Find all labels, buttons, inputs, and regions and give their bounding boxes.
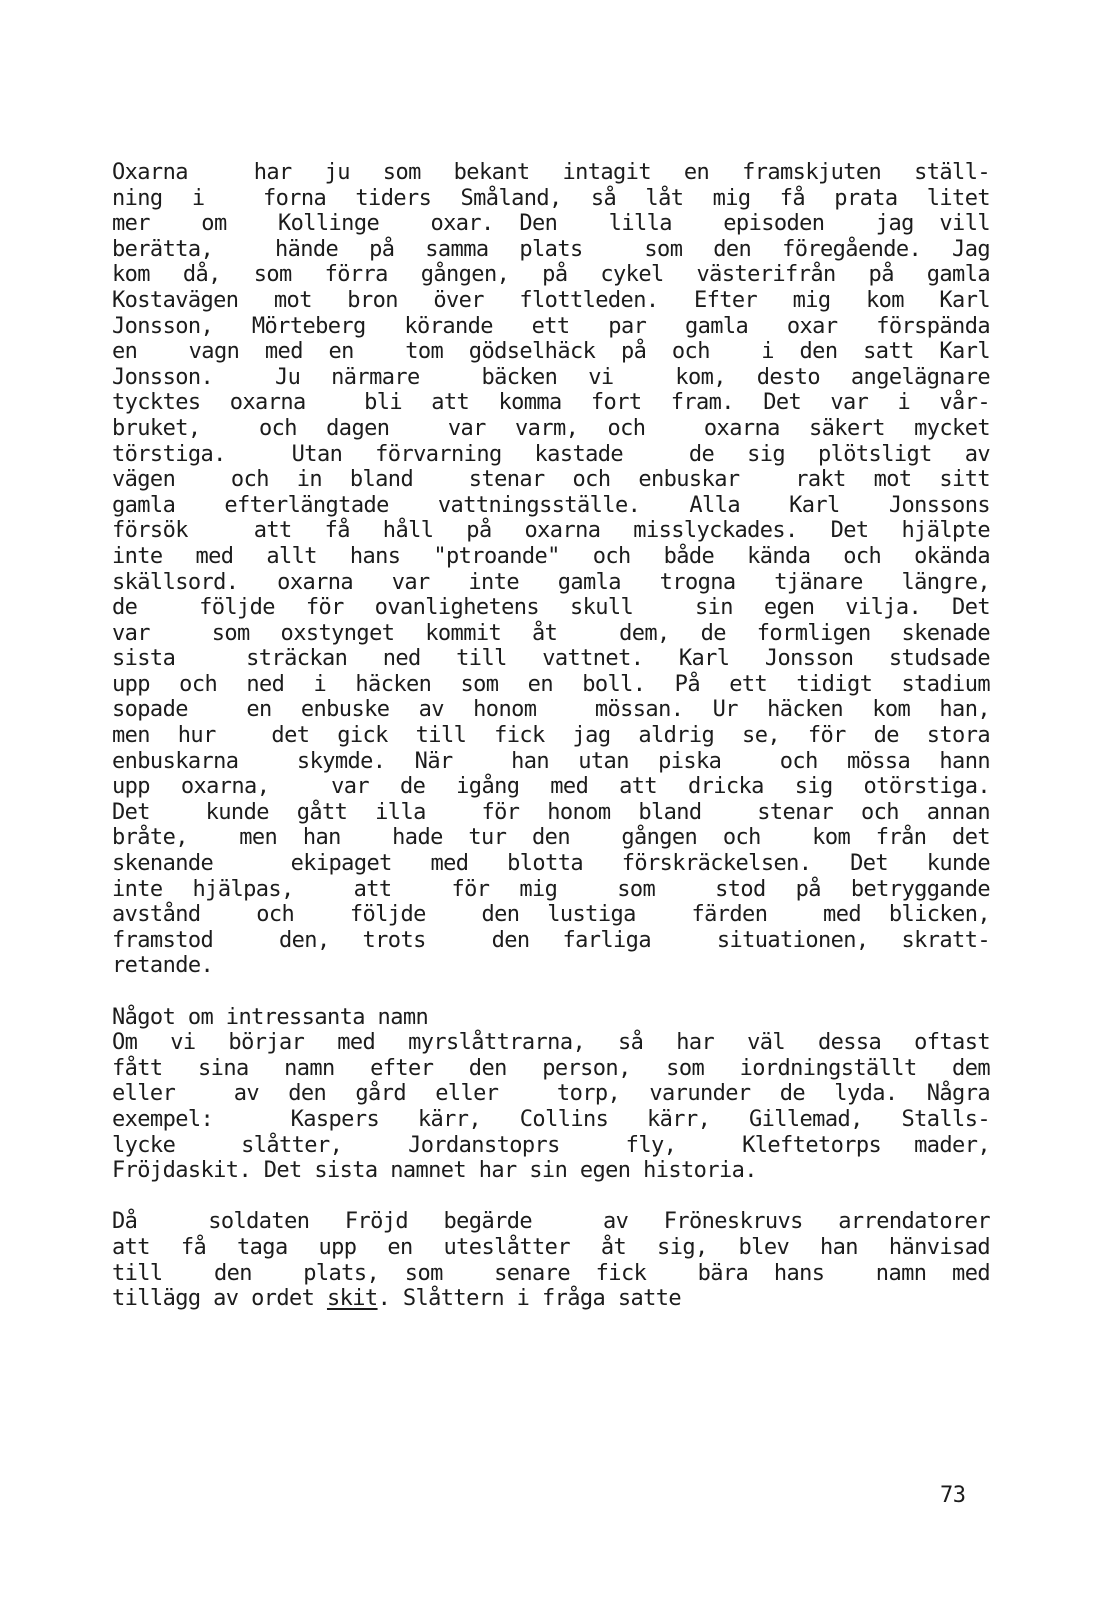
- paragraph-line: Oxarna har ju som bekant intagit en framskjuten ställ-: [112, 160, 990, 185]
- paragraph-line: Jonsson. Ju närmare bäcken vi kom, desto angelägnare: [112, 364, 990, 390]
- paragraph-spacer: [112, 979, 990, 1005]
- paragraph-line: försök att få håll på oxarna misslyckades. Det hjälpte: [112, 518, 990, 544]
- paragraph-line: Kostavägen mot bron över flottleden. Efter mig kom Karl: [112, 287, 990, 313]
- paragraph-line: fått sina namn efter den person, som iordningställt dem: [112, 1055, 990, 1081]
- line-text: . Slåttern i fråga satte: [377, 1286, 682, 1312]
- paragraph-meadow-names: [112, 1030, 990, 1184]
- paragraph-line: till den plats, som senare fick bära hans namn med: [112, 1260, 990, 1286]
- paragraph-line: enbuskarna skymde. När han utan piska och mössa hann: [112, 748, 990, 774]
- page-body: [112, 160, 990, 1312]
- paragraph-line: sopade en enbuske av honom mössan. Ur häcken kom han,: [112, 697, 990, 723]
- paragraph-line: gamla efterlängtade vattningsställe. Alla Karl Jonssons: [112, 492, 990, 518]
- paragraph-line: vägen och in bland stenar och enbuskar rakt mot sitt: [112, 467, 990, 493]
- paragraph-line: tycktes oxarna bli att komma fort fram. Det var i vår-: [112, 390, 990, 416]
- paragraph-line: Om vi börjar med myrslåttrarna, så har väl dessa oftast: [112, 1030, 990, 1056]
- paragraph-line: bråte, men han hade tur den gången och kom från det: [112, 825, 990, 851]
- paragraph-line: skenande ekipaget med blotta förskräckelsen. Det kunde: [112, 851, 990, 877]
- paragraph-line: upp oxarna, var de igång med att dricka sig otörstiga.: [112, 774, 990, 800]
- paragraph-line-final: [112, 1286, 990, 1312]
- paragraph-oxen-story: [112, 160, 990, 979]
- paragraph-line: inte med allt hans "ptroande" och både kända och okända: [112, 543, 990, 569]
- paragraph-line: var som oxstynget kommit åt dem, de formligen skenade: [112, 620, 990, 646]
- paragraph-line: upp och ned i häcken som en boll. På ett tidigt stadium: [112, 671, 990, 697]
- paragraph-line: Jonsson, Mörteberg körande ett par gamla oxar förspända: [112, 313, 990, 339]
- paragraph-line: retande.: [112, 953, 214, 979]
- paragraph-line: sista sträckan ned till vattnet. Karl Jonsson studsade: [112, 646, 990, 672]
- line-text: tillägg av ordet: [112, 1286, 327, 1312]
- paragraph-line: berätta, hände på samma plats som den föregående. Jag: [112, 236, 990, 262]
- paragraph-line: lycke slåtter, Jordanstoprs fly, Kleftetorps mader,: [112, 1132, 990, 1158]
- paragraph-line: exempel: Kaspers kärr, Collins kärr, Gillemad, Stalls-: [112, 1106, 990, 1132]
- paragraph-line: framstod den, trots den farliga situationen, skratt-: [112, 927, 990, 953]
- paragraph-frojd-story: [112, 1209, 990, 1286]
- underlined-word: skit: [326, 1286, 378, 1312]
- paragraph-line: mer om Kollinge oxar. Den lilla episoden jag vill: [112, 211, 990, 237]
- paragraph-line: bruket, och dagen var varm, och oxarna säkert mycket: [112, 415, 990, 441]
- paragraph-line: en vagn med en tom gödselhäck på och i den satt Karl: [112, 339, 990, 365]
- paragraph-line: törstiga. Utan förvarning kastade de sig plötsligt av: [112, 441, 990, 467]
- paragraph-spacer: [112, 1184, 990, 1210]
- paragraph-line: Fröjdaskit. Det sista namnet har sin egen historia.: [112, 1158, 757, 1184]
- paragraph-line: de följde för ovanlighetens skull sin egen vilja. Det: [112, 595, 990, 621]
- paragraph-line: Det kunde gått illa för honom bland stenar och annan: [112, 799, 990, 825]
- paragraph-line: inte hjälpas, att för mig som stod på betryggande: [112, 876, 990, 902]
- paragraph-line: kom då, som förra gången, på cykel västerifrån på gamla: [112, 262, 990, 288]
- paragraph-line: ning i forna tiders Småland, så låt mig få prata litet: [112, 185, 990, 211]
- paragraph-line: att få taga upp en uteslåtter åt sig, blev han hänvisad: [112, 1234, 990, 1260]
- paragraph-line: men hur det gick till fick jag aldrig se, för de stora: [112, 723, 990, 749]
- paragraph-line: Då soldaten Fröjd begärde av Fröneskruvs arrendatorer: [112, 1209, 990, 1235]
- paragraph-line: skällsord. oxarna var inte gamla trogna tjänare längre,: [112, 569, 990, 595]
- section-heading: Något om intressanta namn: [112, 1004, 429, 1030]
- page-number: 73: [940, 1483, 966, 1508]
- paragraph-line: avstånd och följde den lustiga färden med blicken,: [112, 902, 990, 928]
- paragraph-line: eller av den gård eller torp, varunder de lyda. Några: [112, 1081, 990, 1107]
